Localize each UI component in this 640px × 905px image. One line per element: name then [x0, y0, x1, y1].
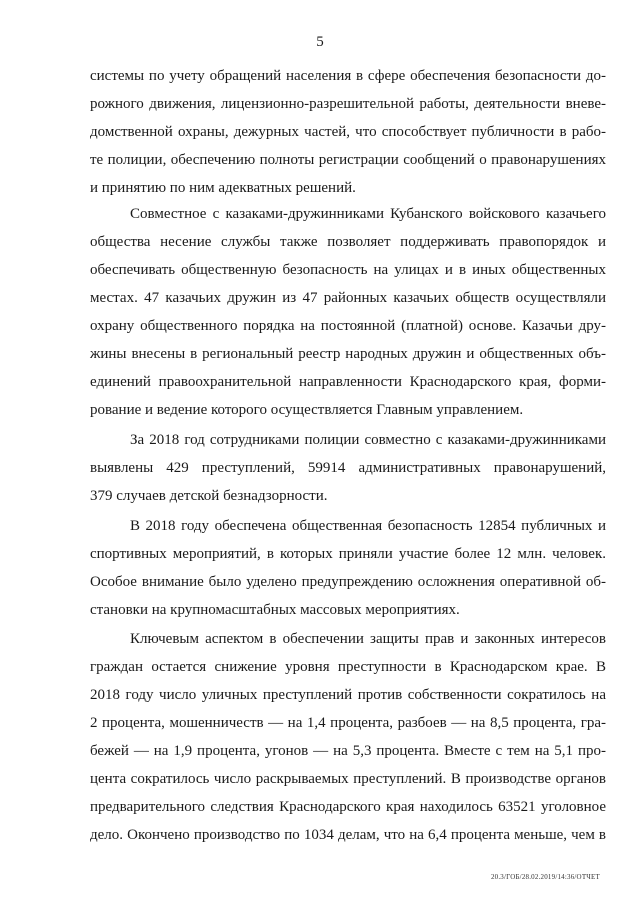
text-line: охрану общественного порядка на постоянной (платной) основе. Казачьи дру- [90, 318, 606, 334]
text-line: системы по учету обращений населения в сфере обеспечения безопасности до- [90, 68, 606, 84]
text-line: цента сократилось число раскрываемых преступлений. В производстве органов [90, 771, 606, 787]
text-line: и принятию по ним адекватных решений. [90, 180, 356, 196]
text-line: единений правоохранительной направленности Краснодарского края, форми- [90, 374, 606, 390]
text-line: В 2018 году обеспечена общественная безопасность 12854 публичных и [130, 518, 606, 534]
text-line: граждан остается снижение уровня преступности в Краснодарском крае. В [90, 659, 606, 675]
document-footer-stamp: 20.3/ГОБ/28.02.2019/14:36/ОТЧЕТ [490, 873, 600, 881]
text-line: те полиции, обеспечению полноты регистрации сообщений о правонарушениях [90, 152, 606, 168]
text-line: Ключевым аспектом в обеспечении защиты прав и законных интересов [130, 631, 606, 647]
text-line: рожного движения, лицензионно-разрешительной работы, деятельности вневе- [90, 96, 606, 112]
text-line: обеспечивать общественную безопасность на улицах и в иных общественных [90, 262, 606, 278]
text-line: становки на крупномасштабных массовых мероприятиях. [90, 602, 460, 618]
text-line: Особое внимание было уделено предупреждению осложнения оперативной об- [90, 574, 606, 590]
text-line: спортивных мероприятий, в которых приняли участие более 12 млн. человек. [90, 546, 606, 562]
text-line: домственной охраны, дежурных частей, что способствует публичности в рабо- [90, 124, 606, 140]
text-line: За 2018 год сотрудниками полиции совместно с казаками-дружинниками [130, 432, 606, 448]
text-line: 2018 году число уличных преступлений против собственности сократилось на [90, 687, 606, 703]
page-number: 5 [316, 34, 324, 50]
text-line: Совместное с казаками-дружинниками Кубанского войскового казачьего [130, 206, 606, 222]
text-line: 2 процента, мошенничеств — на 1,4 процента, разбоев — на 8,5 процента, гра- [90, 715, 606, 731]
text-line: дело. Окончено производство по 1034 делам, что на 6,4 процента меньше, чем в [90, 827, 606, 843]
text-line: общества несение службы также позволяет поддерживать правопорядок и [90, 234, 606, 250]
text-line: бежей — на 1,9 процента, угонов — на 5,3 процента. Вместе с тем на 5,1 про- [90, 743, 606, 759]
text-line: местах. 47 казачьих дружин из 47 районных казачьих обществ осуществляли [90, 290, 606, 306]
text-line: 379 случаев детской безнадзорности. [90, 488, 328, 504]
text-line: предварительного следствия Краснодарского края находилось 63521 уголовное [90, 799, 606, 815]
text-line: рование и ведение которого осуществляется Главным управлением. [90, 402, 524, 418]
text-line: выявлены 429 преступлений, 59914 административных правонарушений, [90, 460, 606, 476]
text-line: жины внесены в региональный реестр народных дружин и общественных объ- [90, 346, 606, 362]
